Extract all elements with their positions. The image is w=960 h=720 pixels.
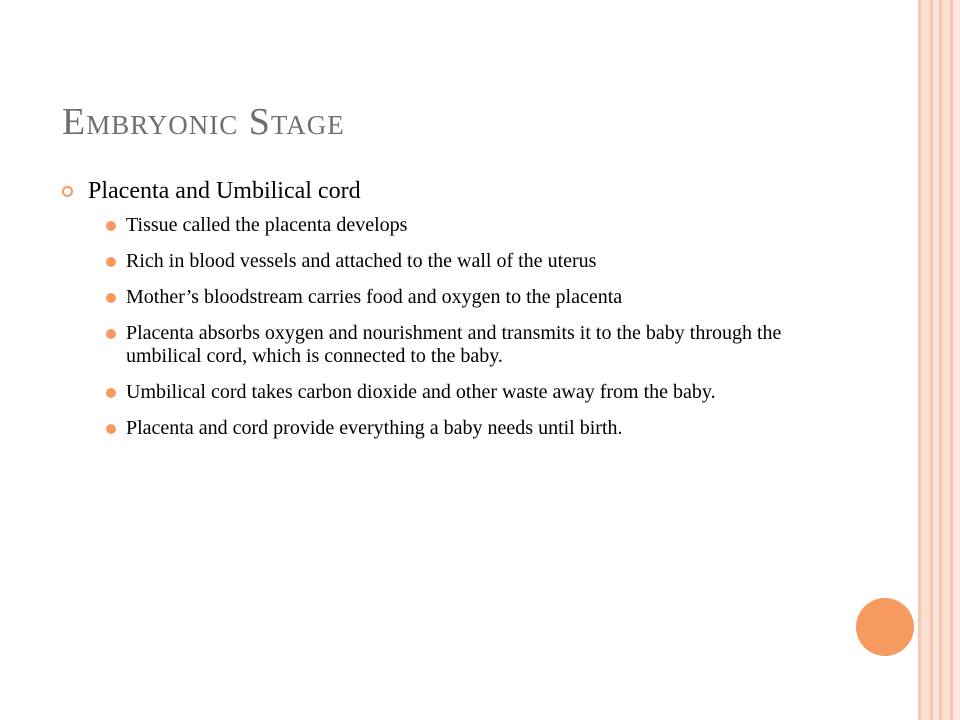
section-heading: Placenta and Umbilical cord [88, 178, 361, 204]
dot-bullet-icon [106, 257, 116, 267]
list-item [62, 286, 822, 309]
ring-bullet-icon [62, 186, 73, 197]
list-item [62, 381, 822, 404]
list-item-text: Mother’s bloodstream carries food and oxygen to the placenta [126, 286, 623, 308]
dot-bullet-icon [106, 388, 116, 398]
list-item-text: Rich in blood vessels and attached to the wall of the uterus [126, 250, 597, 272]
dot-bullet-icon [106, 424, 116, 434]
orange-circle-icon [856, 598, 914, 656]
slide-body [62, 176, 822, 453]
list-item-text: Placenta absorbs oxygen and nourishment and transmits it to the baby through the umbilical cord, which is connected to the baby. [126, 322, 782, 367]
level1-bullet-item [62, 176, 822, 206]
list-item [62, 250, 822, 273]
dot-bullet-icon [106, 329, 116, 339]
bullet-list [62, 214, 822, 440]
slide-title: Embryonic Stage [62, 101, 345, 143]
list-item [62, 417, 822, 440]
decorative-stripe [942, 0, 950, 720]
list-item-text: Umbilical cord takes carbon dioxide and other waste away from the baby. [126, 381, 716, 403]
list-item-text: Tissue called the placenta develops [126, 214, 408, 236]
decorative-stripe [921, 0, 930, 720]
decorative-stripe [953, 0, 960, 720]
list-item [62, 214, 822, 237]
list-item-text: Placenta and cord provide everything a baby needs until birth. [126, 417, 623, 439]
dot-bullet-icon [106, 221, 116, 231]
dot-bullet-icon [106, 293, 116, 303]
list-item [62, 322, 822, 368]
